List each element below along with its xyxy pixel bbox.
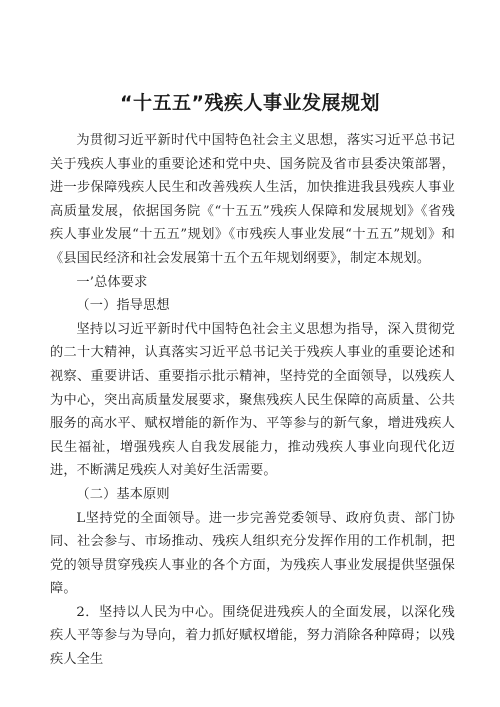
section-heading-general-requirements: 一’总体要求 [76,274,148,290]
guiding-ideology-paragraph: 坚持以习近平新时代中国特色社会主义思想为指导，深入贯彻党的二十大精神，认真落实习近平总书记关于残疾人事业的重要论述和视察、重要讲话、重要指示批示精神，坚持党的全面领导，以残疾人为中心，突出高质量发展要求，聚焦残疾人民生保障的高质量、公共服务的高水平、赋权增能的新作为、平等参与的新气象，增进残疾人民生福祉，增强残疾人自我发展能力，推动残疾人事业向现代化迈进，不断满足残疾人对美好生活需要。 [50,321,455,479]
principle-1-paragraph: L坚持党的全面领导。进一步完善党委领导、政府负责、部门协同、社会参与、市场推动、残疾人组织充分发挥作用的工作机制，把党的领导贯穿残疾人事业的各个方面，为残疾人事业发展提供坚强保障。 [50,510,455,597]
document-body [50,129,455,672]
subsection-heading-guiding-ideology: （一）指导思想 [76,298,170,314]
subsection-heading-basic-principles: （二）基本原则 [76,486,170,502]
principle-2-paragraph: 2．坚持以人民为中心。围绕促进残疾人的全面发展，以深化残疾人平等参与为导向，着力抓好赋权增能，努力消除各种障碍；以残疾人全生 [50,604,455,668]
intro-paragraph: 为贯彻习近平新时代中国特色社会主义思想，落实习近平总书记关于残疾人事业的重要论述和党中央、国务院及省市县委决策部署，进一步保障残疾人民生和改善残疾人生活，加快推进我县残疾人事业高质量发展，依据国务院《“十五五”残疾人保障和发展规划》《省残疾人事业发展“十五五”规划》《市残疾人事业发展“十五五”规划》和《县国民经济和社会发展第十五个五年规划纲要》，制定本规划。 [50,133,455,266]
document-title: “十五五”残疾人事业发展规划 [120,92,380,114]
